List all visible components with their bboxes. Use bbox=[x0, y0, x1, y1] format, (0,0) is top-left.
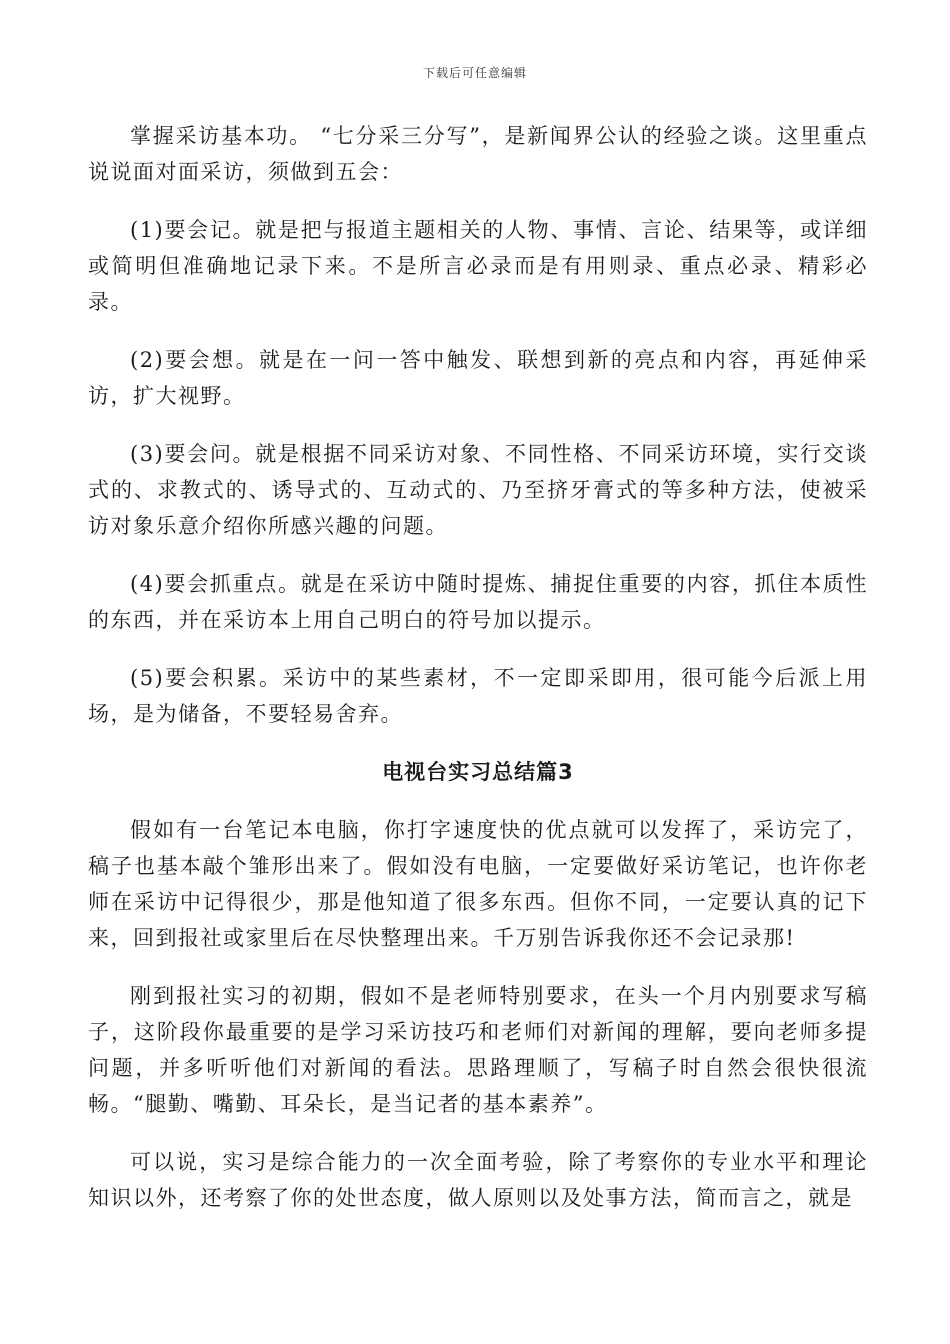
paragraph-comprehensive-test: 可以说，实习是综合能力的一次全面考验，除了考察你的专业水平和理论知识以外，还考察了你的处世态度，做人原则以及处事方法，简而言之，就是 bbox=[88, 1150, 868, 1210]
paragraph-point-4: (4)要会抓重点。就是在采访中随时提炼、捕捉住重要的内容，抓住本质性的东西，并在采访本上用自己明白的符号加以提示。 bbox=[88, 572, 868, 632]
paragraph-point-3: (3)要会问。就是根据不同采访对象、不同性格、不同采访环境，实行交谈式的、求教式的、诱导式的、互动式的、乃至挤牙膏式的等多种方法，使被采访对象乐意介绍你所感兴趣的问题。 bbox=[88, 442, 868, 538]
paragraph-laptop: 假如有一台笔记本电脑，你打字速度快的优点就可以发挥了，采访完了，稿子也基本敲个雏形出来了。假如没有电脑，一定要做好采访笔记，也许你老师在采访中记得很少，那是他知道了很多东西。但你不同，一定要认真的记下来，回到报社或家里后在尽快整理出来。千万别告诉我你还不会记录那! bbox=[88, 818, 868, 950]
paragraph-early-internship: 刚到报社实习的初期，假如不是老师特别要求，在头一个月内别要求写稿子，这阶段你最重要的是学习采访技巧和老师们对新闻的理解，要向老师多提问题，并多听听他们对新闻的看法。思路理顺了，写稿子时自然会很快很流畅。“腿勤、嘴勤、耳朵长，是当记者的基本素养”。 bbox=[88, 984, 868, 1116]
paragraph-point-2: (2)要会想。就是在一问一答中触发、联想到新的亮点和内容，再延伸采访，扩大视野。 bbox=[88, 348, 868, 408]
section-title: 电视台实习总结篇3 bbox=[382, 760, 574, 784]
document-body bbox=[88, 118, 868, 1238]
paragraph-intro: 掌握采访基本功。 “七分采三分写”，是新闻界公认的经验之谈。这里重点说说面对面采访，须做到五会： bbox=[88, 124, 868, 184]
page-header-note: 下载后可任意编辑 bbox=[422, 66, 527, 80]
paragraph-point-1: (1)要会记。就是把与报道主题相关的人物、事情、言论、结果等，或详细或简明但准确地记录下来。不是所言必录而是有用则录、重点必录、精彩必录。 bbox=[88, 218, 868, 314]
paragraph-point-5: (5)要会积累。采访中的某些素材，不一定即采即用，很可能今后派上用场，是为储备，不要轻易舍弃。 bbox=[88, 666, 868, 726]
